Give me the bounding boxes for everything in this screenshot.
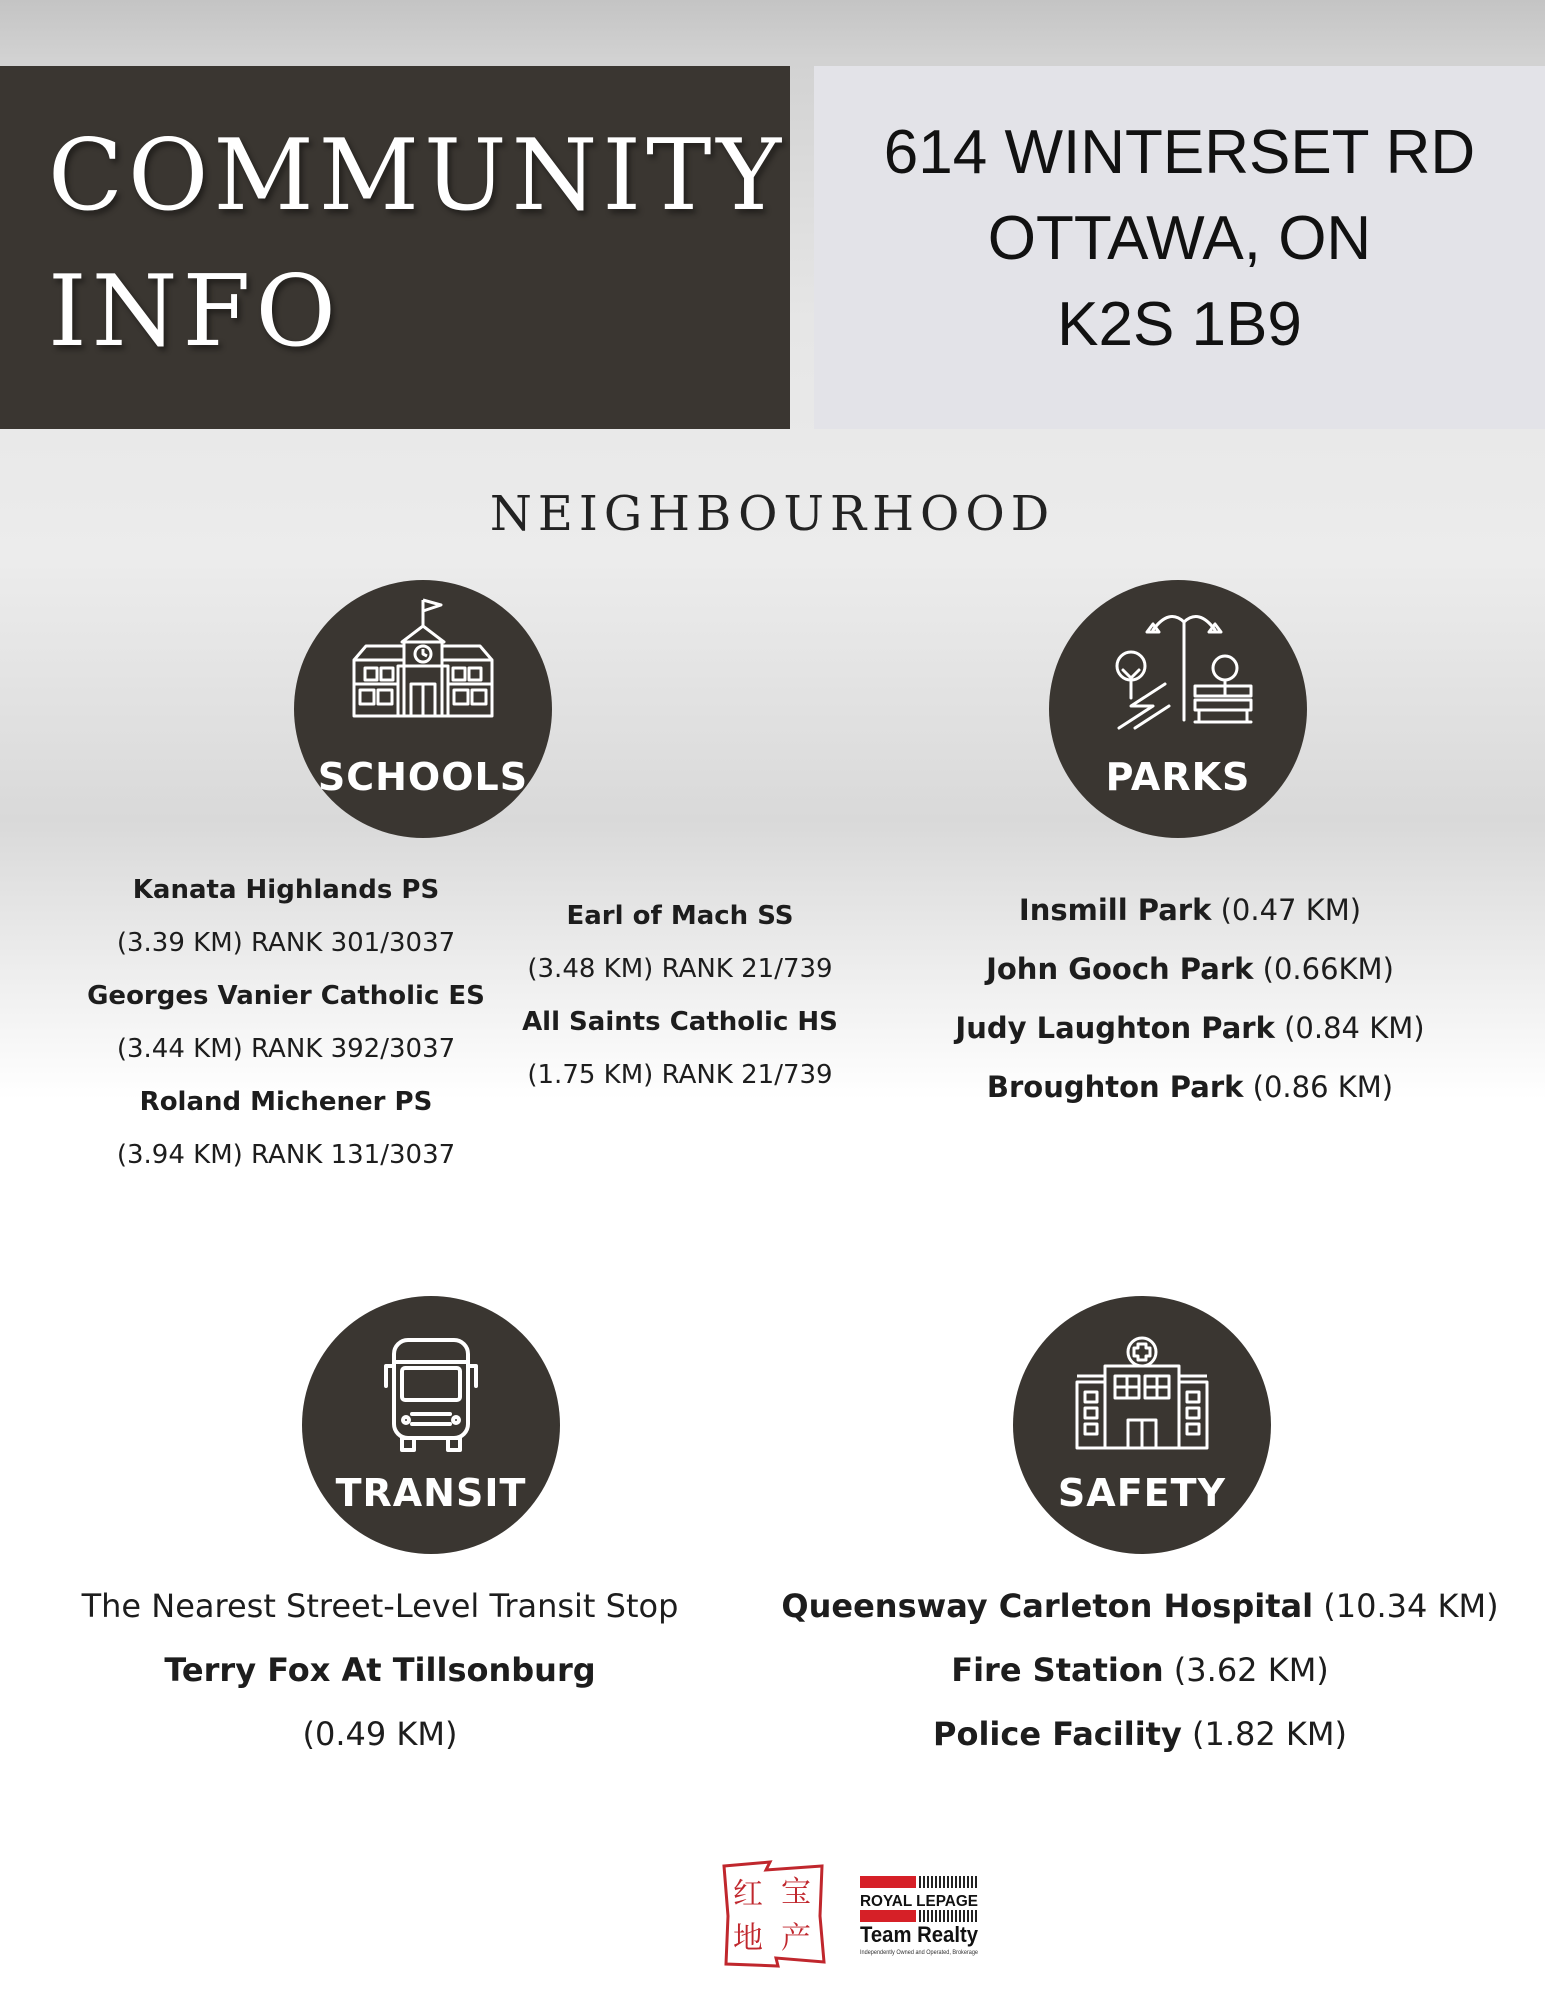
school-name: Georges Vanier Catholic ES xyxy=(87,981,485,1011)
royal-lepage-logo xyxy=(860,1876,979,1956)
list-item xyxy=(920,1058,1460,1117)
school-name: Earl of Mach SS xyxy=(566,901,794,931)
safety-list xyxy=(770,1574,1510,1766)
schools-badge xyxy=(294,580,552,838)
brokerage-team: Team Realty xyxy=(860,1922,979,1947)
safety-label: SAFETY xyxy=(1057,1471,1227,1515)
park-name: Insmill Park xyxy=(1018,893,1212,927)
park-distance: (0.47 KM) xyxy=(1220,893,1362,927)
park-name: Broughton Park xyxy=(986,1070,1244,1104)
seal-char: 地 xyxy=(733,1921,763,1956)
address-city: OTTAWA, ON xyxy=(987,204,1372,273)
school-detail: (3.39 KM) RANK 301/3037 xyxy=(116,928,456,958)
park-bench-icon xyxy=(1049,580,1307,838)
school-detail: (3.44 KM) RANK 392/3037 xyxy=(116,1034,456,1064)
safety-name: Police Facility xyxy=(933,1715,1182,1753)
hospital-icon xyxy=(1013,1296,1271,1554)
parks-badge xyxy=(1049,580,1307,838)
school-detail: (1.75 KM) RANK 21/739 xyxy=(527,1060,833,1090)
schools-list-right xyxy=(500,890,860,1102)
page-title xyxy=(48,108,786,380)
address-postal: K2S 1B9 xyxy=(1057,290,1302,359)
transit-info xyxy=(40,1574,720,1766)
title-line-2: INFO xyxy=(48,255,341,369)
safety-distance: (10.34 KM) xyxy=(1323,1587,1499,1625)
list-item xyxy=(770,1702,1510,1766)
brokerage-name: ROYAL LEPAGE xyxy=(860,1893,979,1910)
transit-distance: (0.49 KM) xyxy=(302,1715,458,1753)
address-street: 614 WINTERSET RD xyxy=(883,118,1476,187)
park-name: John Gooch Park xyxy=(986,952,1254,986)
list-item xyxy=(920,940,1460,999)
schools-label: SCHOOLS xyxy=(317,755,529,799)
transit-badge xyxy=(302,1296,560,1554)
safety-distance: (1.82 KM) xyxy=(1191,1715,1347,1753)
list-item xyxy=(920,881,1460,940)
list-item xyxy=(770,1574,1510,1638)
school-building-icon xyxy=(294,580,552,838)
transit-stop-name: Terry Fox At Tillsonburg xyxy=(164,1651,596,1689)
title-line-1: COMMUNITY xyxy=(48,119,787,233)
seal-char: 红 xyxy=(733,1877,763,1912)
park-distance: (0.86 KM) xyxy=(1252,1070,1394,1104)
schools-list-left xyxy=(66,864,506,1182)
park-distance: (0.84 KM) xyxy=(1284,1011,1425,1045)
section-heading: NEIGHBOURHOOD xyxy=(489,486,1056,542)
property-address xyxy=(814,110,1545,368)
school-detail: (3.48 KM) RANK 21/739 xyxy=(527,954,833,984)
seal-char: 宝 xyxy=(781,1875,811,1910)
safety-distance: (3.62 KM) xyxy=(1173,1651,1329,1689)
safety-name: Queensway Carleton Hospital xyxy=(781,1587,1314,1625)
safety-name: Fire Station xyxy=(951,1651,1164,1689)
parks-list xyxy=(920,881,1460,1117)
park-name: Judy Laughton Park xyxy=(955,1011,1275,1045)
red-seal-logo xyxy=(724,1862,824,1966)
park-distance: (0.66KM) xyxy=(1262,952,1394,986)
footer-logos xyxy=(718,1858,988,1970)
transit-intro: The Nearest Street-Level Transit Stop xyxy=(81,1587,679,1625)
brokerage-logos xyxy=(718,1858,988,1970)
list-item xyxy=(920,999,1460,1058)
brokerage-tagline: Independently Owned and Operated, Brokerage xyxy=(860,1950,979,1956)
school-name: Roland Michener PS xyxy=(139,1087,433,1117)
transit-label: TRANSIT xyxy=(335,1471,527,1515)
seal-char: 产 xyxy=(781,1921,811,1956)
school-name: Kanata Highlands PS xyxy=(132,875,440,905)
bus-icon xyxy=(302,1296,560,1554)
safety-badge xyxy=(1013,1296,1271,1554)
parks-label: PARKS xyxy=(1105,755,1251,799)
school-name: All Saints Catholic HS xyxy=(522,1007,838,1037)
list-item xyxy=(770,1638,1510,1702)
school-detail: (3.94 KM) RANK 131/3037 xyxy=(116,1140,456,1170)
